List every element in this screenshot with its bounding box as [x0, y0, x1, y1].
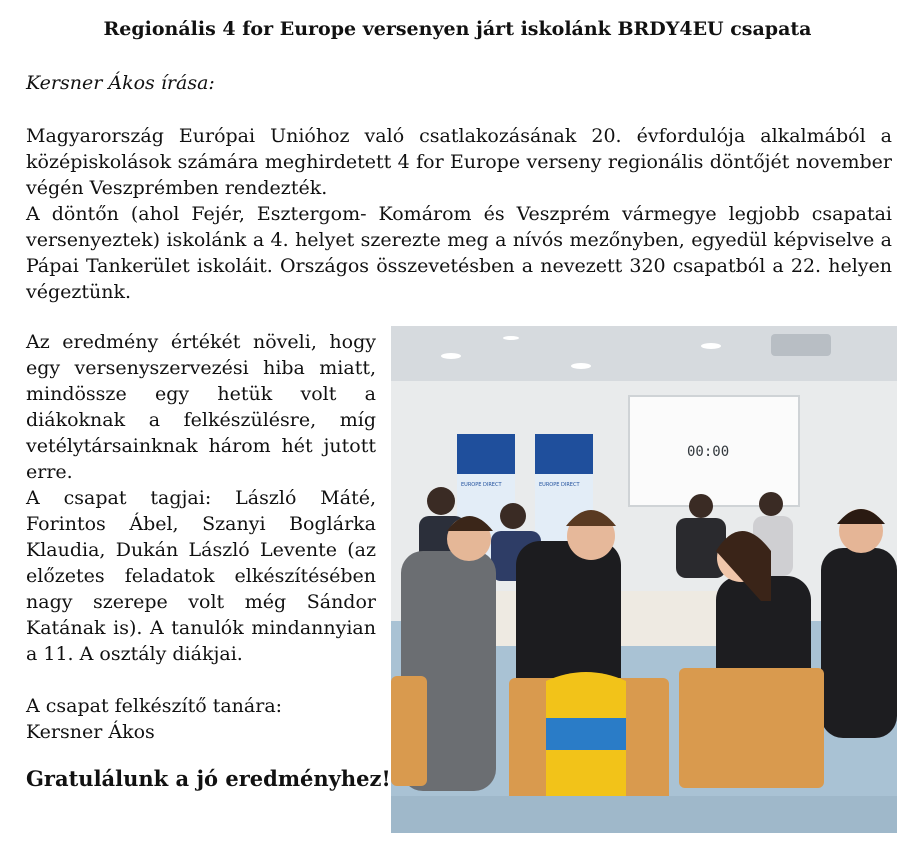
- ceiling-light: [503, 336, 519, 340]
- team-paragraph: A csapat tagjai: László Máté, Forintos Ábel, Szanyi Boglárka Klaudia, Dukán László Levente (az előzetes feladatok elkészítésében nagy szerepe volt még Sándor Katának is). A tanulók mindannyian a 11. A osztály diákjai.: [26, 487, 376, 665]
- student-4-jacket: [821, 548, 897, 738]
- intro-text: [26, 123, 892, 305]
- team-photo-illustration: [391, 326, 897, 833]
- article-title: Regionális 4 for Europe versenyen járt iskolánk BRDY4EU csapata: [103, 18, 812, 40]
- banner-right-header: [535, 434, 593, 474]
- person-background-2-head: [500, 503, 526, 529]
- author-line: Kersner Ákos írása:: [26, 72, 215, 94]
- chair-right: [679, 668, 824, 788]
- projector: [771, 334, 831, 356]
- person-background-4-head: [759, 492, 783, 516]
- team-photo: [391, 326, 897, 833]
- chair-left: [391, 676, 427, 786]
- result-paragraph: Az eredmény értékét növeli, hogy egy versenyszervezési hiba miatt, mindössze egy hetük volt a diákoknak a felkészülésre, míg vetélytársainknak három hét jutott erre.: [26, 331, 376, 483]
- ceiling-light: [701, 343, 721, 349]
- ceiling-light: [441, 353, 461, 359]
- floor-foreground: [391, 796, 897, 833]
- backpack-stripe: [546, 718, 626, 750]
- screen-timer: 00:00: [687, 444, 730, 460]
- ceiling-light: [571, 363, 591, 369]
- paragraph-gap: [26, 667, 376, 693]
- person-background-1-head: [427, 487, 455, 515]
- left-column: [26, 329, 376, 745]
- banner-left-text: EUROPE DIRECT: [461, 482, 502, 488]
- intro-paragraph-1: Magyarország Európai Unióhoz való csatlakozásának 20. évfordulója alkalmából a középiskolások számára meghirdetett 4 for Europe verseny regionális döntőjét november végén Veszprémben rendezték.: [26, 125, 892, 199]
- congrats-text: Gratulálunk a jó eredményhez!: [26, 766, 391, 791]
- person-background-3-head: [689, 494, 713, 518]
- banner-left-header: [457, 434, 515, 474]
- teacher-label: A csapat felkészítő tanára:: [26, 695, 283, 717]
- banner-right-text: EUROPE DIRECT: [539, 482, 580, 488]
- teacher-name: Kersner Ákos: [26, 721, 155, 743]
- intro-paragraph-2: A döntőn (ahol Fejér, Esztergom- Komárom és Veszprém vármegye legjobb csapatai versenyeztek) iskolánk a 4. helyet szerezte meg a nívós mezőnyben, egyedül képviselve a Pápai Tankerület iskoláit. Országos összevetésben a nevezett 320 csapatból a 22. helyen végeztünk.: [26, 203, 892, 303]
